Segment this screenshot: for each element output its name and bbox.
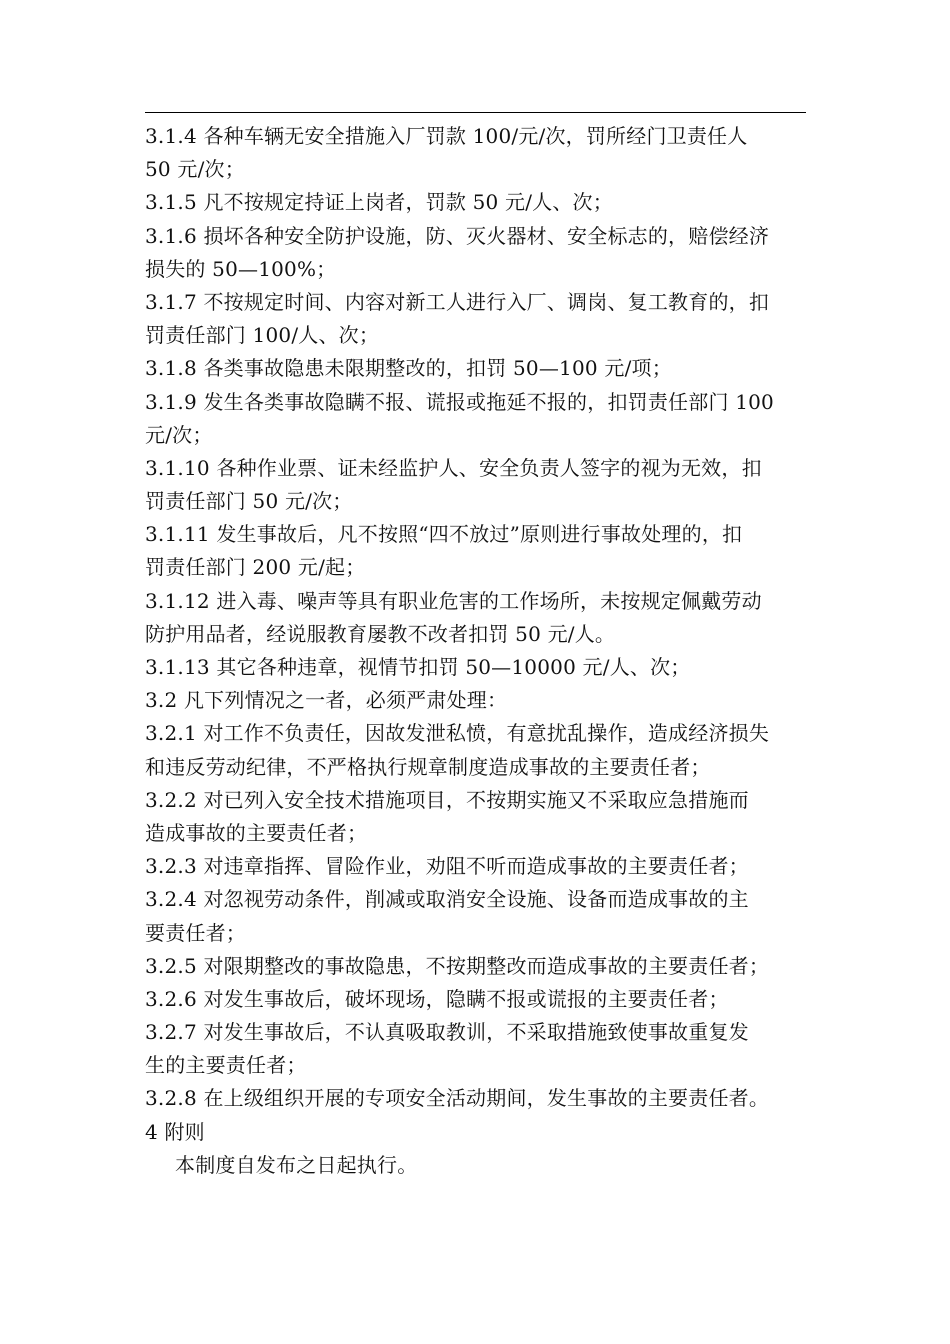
text-line: 3.2.5 对限期整改的事故隐患，不按期整改而造成事故的主要责任者； [145,953,770,978]
text-line: 造成事故的主要责任者； [145,820,368,845]
text-line: 3.2.6 对发生事故后，破坏现场，隐瞒不报或谎报的主要责任者； [145,986,729,1011]
text-line: 3.1.10 各种作业票、证未经监护人、安全负责人签字的视为无效，扣 [145,455,762,480]
text-line: 3.1.4 各种车辆无安全措施入厂罚款 100/元/次，罚所经门卫责任人 [145,124,748,148]
text-line: 损失的 50—100%； [145,256,337,281]
text-line: 罚责任部门 50 元/次； [145,489,353,514]
section-heading: 3.2 凡下列情况之一者，必须严肃处理： [145,688,508,713]
text-line: 和违反劳动纪律，不严格执行规章制度造成事故的主要责任者； [145,754,711,779]
text-line: 3.1.9 发生各类事故隐瞒不报、谎报或拖延不报的，扣罚责任部门 100 [145,389,774,414]
text-line: 3.1.11 发生事故后，凡不按照“四不放过”原则进行事故处理的，扣 [145,522,743,547]
text-line: 元/次； [145,422,213,447]
text-line: 3.1.13 其它各种违章，视情节扣罚 50—10000 元/人、次； [145,655,691,679]
closing-paragraph: 本制度自发布之日起执行。 [175,1152,418,1177]
text-line: 3.1.6 损坏各种安全防护设施，防、灭火器材、安全标志的，赔偿经济 [145,223,770,248]
text-line: 3.1.8 各类事故隐患未限期整改的，扣罚 50—100 元/项； [145,356,672,381]
text-line: 3.2.8 在上级组织开展的专项安全活动期间，发生事故的主要责任者。 [145,1086,770,1111]
text-line: 50 元/次； [145,157,245,182]
header-rule [145,112,806,113]
text-line: 3.2.1 对工作不负责任，因故发泄私愤，有意扰乱操作，造成经济损失 [145,721,770,746]
text-line: 3.1.7 不按规定时间、内容对新工人进行入厂、调岗、复工教育的，扣 [145,289,770,314]
text-line: 罚责任部门 200 元/起； [145,555,366,580]
text-line: 3.2.7 对发生事故后，不认真吸取教训，不采取措施致使事故重复发 [145,1020,749,1045]
text-line: 3.1.5 凡不按规定持证上岗者，罚款 50 元/人、次； [145,190,613,215]
section-heading: 4 附则 [145,1119,205,1144]
text-line: 3.2.3 对违章指挥、冒险作业，劝阻不听而造成事故的主要责任者； [145,854,749,879]
text-line: 3.2.4 对忽视劳动条件，削减或取消安全设施、设备而造成事故的主 [145,887,749,912]
text-line: 要责任者； [145,920,246,945]
document-body [145,120,815,1182]
text-line: 3.1.12 进入毒、噪声等具有职业危害的工作场所，未按规定佩戴劳动 [145,588,762,613]
text-line: 罚责任部门 100/人、次； [145,323,380,348]
text-line: 3.2.2 对已列入安全技术措施项目，不按期实施又不采取应急措施而 [145,787,749,812]
text-line: 生的主要责任者； [145,1053,307,1078]
text-line: 防护用品者，经说服教育屡教不改者扣罚 50 元/人。 [145,621,616,646]
